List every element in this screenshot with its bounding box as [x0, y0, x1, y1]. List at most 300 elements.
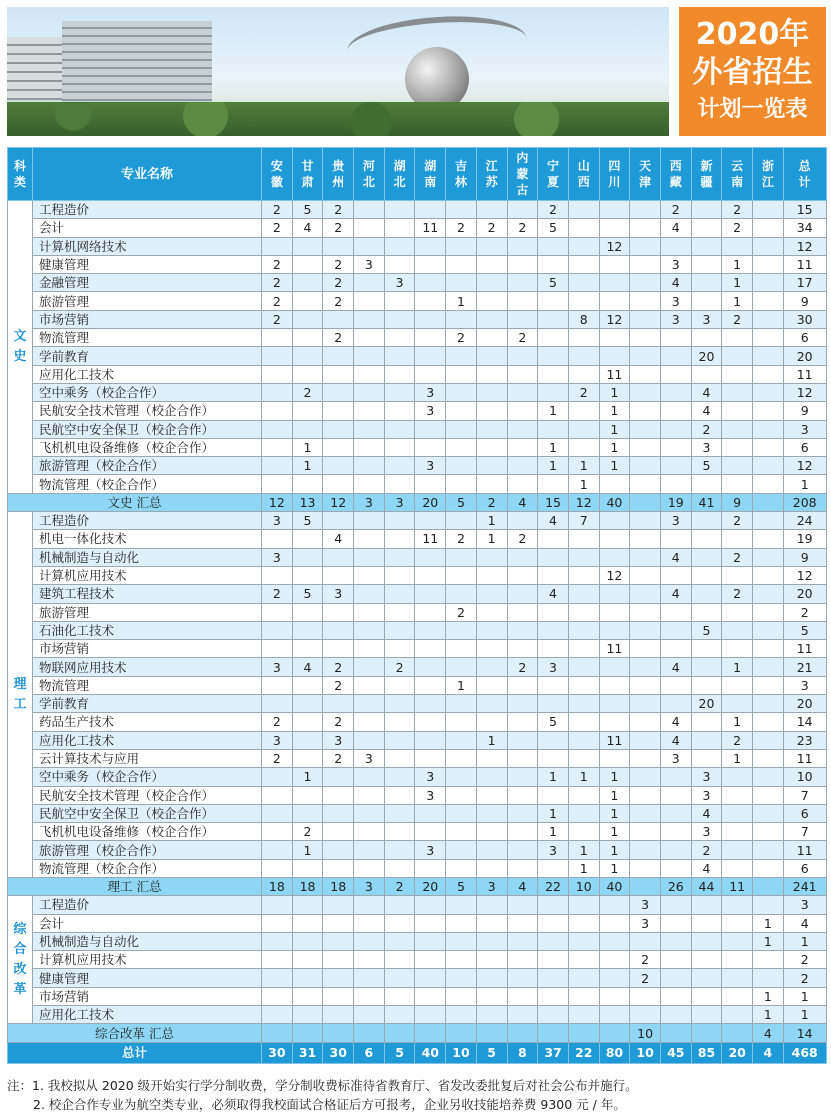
row-total: 21 — [783, 658, 826, 676]
quota-cell — [354, 475, 385, 493]
quota-cell — [384, 695, 415, 713]
quota-cell: 4 — [538, 585, 569, 603]
quota-cell: 4 — [691, 383, 722, 401]
quota-cell — [568, 201, 599, 219]
quota-cell — [415, 713, 446, 731]
quota-cell — [415, 585, 446, 603]
quota-cell — [568, 255, 599, 273]
quota-cell — [262, 621, 293, 639]
quota-cell — [599, 621, 630, 639]
quota-cell: 4 — [660, 713, 691, 731]
quota-cell — [323, 859, 354, 877]
table-row — [8, 695, 827, 713]
row-total: 17 — [783, 274, 826, 292]
quota-cell — [354, 566, 385, 584]
quota-cell: 1 — [476, 512, 507, 530]
quota-cell: 2 — [507, 329, 538, 347]
quota-cell — [262, 804, 293, 822]
quota-cell — [262, 603, 293, 621]
summary-cell: 3 — [354, 877, 385, 895]
grand-total-cell: 5 — [476, 1042, 507, 1063]
quota-cell — [691, 713, 722, 731]
quota-cell — [415, 621, 446, 639]
quota-cell — [323, 823, 354, 841]
quota-cell — [354, 951, 385, 969]
quota-cell: 1 — [753, 932, 784, 950]
category-label-cell — [8, 512, 33, 878]
summary-cell: 41 — [691, 493, 722, 511]
quota-cell — [354, 292, 385, 310]
row-total: 5 — [783, 621, 826, 639]
quota-cell — [507, 347, 538, 365]
quota-cell — [262, 402, 293, 420]
quota-cell: 3 — [660, 292, 691, 310]
quota-cell: 2 — [323, 658, 354, 676]
quota-cell — [384, 310, 415, 328]
quota-cell — [262, 951, 293, 969]
quota-cell — [415, 255, 446, 273]
quota-cell — [292, 1006, 323, 1024]
quota-cell — [262, 457, 293, 475]
quota-cell: 5 — [538, 274, 569, 292]
quota-cell — [568, 804, 599, 822]
quota-cell — [354, 695, 385, 713]
quota-cell: 1 — [292, 457, 323, 475]
quota-cell — [354, 457, 385, 475]
major-name: 会计 — [33, 914, 262, 932]
quota-cell — [415, 201, 446, 219]
quota-cell — [384, 237, 415, 255]
quota-cell — [507, 896, 538, 914]
table-row — [8, 292, 827, 310]
quota-cell — [507, 457, 538, 475]
quota-cell — [691, 640, 722, 658]
row-total: 11 — [783, 365, 826, 383]
quota-cell — [660, 896, 691, 914]
quota-cell: 2 — [262, 749, 293, 767]
quota-cell — [568, 786, 599, 804]
quota-cell — [476, 457, 507, 475]
quota-cell — [415, 640, 446, 658]
summary-cell: 15 — [538, 493, 569, 511]
quota-cell — [538, 603, 569, 621]
quota-cell — [354, 841, 385, 859]
quota-cell — [538, 676, 569, 694]
quota-cell: 7 — [568, 512, 599, 530]
quota-cell — [476, 768, 507, 786]
major-name: 学前教育 — [33, 695, 262, 713]
quota-cell — [630, 548, 661, 566]
quota-cell: 1 — [446, 292, 477, 310]
quota-cell — [630, 695, 661, 713]
quota-cell: 3 — [262, 731, 293, 749]
quota-cell — [722, 804, 753, 822]
quota-cell — [568, 402, 599, 420]
quota-cell — [722, 457, 753, 475]
major-name: 飞机机电设备维修（校企合作） — [33, 823, 262, 841]
quota-cell — [262, 438, 293, 456]
quota-cell — [753, 585, 784, 603]
quota-cell — [446, 512, 477, 530]
quota-cell — [507, 383, 538, 401]
major-name: 空中乘务（校企合作） — [33, 768, 262, 786]
header-province: 湖北 — [393, 159, 406, 189]
quota-cell — [691, 731, 722, 749]
table-row — [8, 1006, 827, 1024]
quota-cell: 1 — [753, 987, 784, 1005]
quota-cell — [476, 859, 507, 877]
header-province: 新疆 — [700, 159, 713, 189]
quota-cell — [691, 548, 722, 566]
quota-cell — [660, 823, 691, 841]
quota-cell — [415, 274, 446, 292]
major-name: 健康管理 — [33, 969, 262, 987]
quota-cell — [630, 219, 661, 237]
quota-cell — [323, 347, 354, 365]
quota-cell — [660, 640, 691, 658]
major-name: 应用化工技术 — [33, 365, 262, 383]
table-row — [8, 749, 827, 767]
quota-cell — [568, 621, 599, 639]
quota-cell — [446, 749, 477, 767]
quota-cell — [415, 347, 446, 365]
major-name: 旅游管理 — [33, 292, 262, 310]
quota-cell: 1 — [538, 457, 569, 475]
quota-cell — [722, 402, 753, 420]
quota-cell — [446, 347, 477, 365]
quota-cell — [538, 951, 569, 969]
quota-cell — [262, 530, 293, 548]
quota-cell — [384, 768, 415, 786]
quota-cell: 1 — [568, 475, 599, 493]
quota-cell — [354, 914, 385, 932]
quota-cell: 3 — [354, 255, 385, 273]
quota-cell — [691, 475, 722, 493]
quota-cell — [722, 475, 753, 493]
quota-cell — [753, 658, 784, 676]
quota-cell: 1 — [599, 457, 630, 475]
quota-cell — [660, 1006, 691, 1024]
table-row — [8, 347, 827, 365]
quota-cell — [538, 255, 569, 273]
quota-cell — [476, 658, 507, 676]
table-row — [8, 420, 827, 438]
quota-cell — [415, 438, 446, 456]
major-name: 机械制造与自动化 — [33, 932, 262, 950]
quota-cell: 3 — [415, 786, 446, 804]
quota-cell: 2 — [507, 219, 538, 237]
quota-cell — [630, 658, 661, 676]
quota-cell — [538, 237, 569, 255]
major-name: 计算机应用技术 — [33, 566, 262, 584]
quota-cell — [630, 201, 661, 219]
quota-cell — [476, 329, 507, 347]
summary-cell: 3 — [354, 493, 385, 511]
quota-cell — [415, 914, 446, 932]
quota-cell — [323, 457, 354, 475]
quota-cell — [415, 804, 446, 822]
quota-cell — [507, 566, 538, 584]
quota-cell — [568, 292, 599, 310]
table-row — [8, 383, 827, 401]
quota-cell — [384, 512, 415, 530]
quota-cell — [691, 237, 722, 255]
row-total: 10 — [783, 768, 826, 786]
summary-cell: 18 — [323, 877, 354, 895]
quota-cell — [630, 676, 661, 694]
quota-cell — [599, 713, 630, 731]
quota-cell — [722, 329, 753, 347]
header-province-cell — [446, 148, 477, 201]
quota-cell — [446, 1006, 477, 1024]
quota-cell — [354, 383, 385, 401]
major-name: 物流管理（校企合作） — [33, 859, 262, 877]
quota-cell — [354, 219, 385, 237]
quota-cell: 11 — [599, 731, 630, 749]
major-name: 金融管理 — [33, 274, 262, 292]
header-row — [8, 148, 827, 201]
quota-cell: 1 — [599, 420, 630, 438]
summary-cell — [630, 493, 661, 511]
quota-cell — [630, 786, 661, 804]
quota-cell — [660, 365, 691, 383]
major-name: 会计 — [33, 219, 262, 237]
quota-cell — [323, 951, 354, 969]
quota-cell — [630, 585, 661, 603]
quota-cell: 3 — [262, 548, 293, 566]
quota-cell — [476, 987, 507, 1005]
quota-cell — [384, 566, 415, 584]
quota-cell — [384, 640, 415, 658]
quota-cell — [262, 329, 293, 347]
quota-cell — [507, 237, 538, 255]
quota-cell — [476, 786, 507, 804]
quota-cell — [568, 585, 599, 603]
quota-cell — [753, 219, 784, 237]
quota-cell — [415, 695, 446, 713]
quota-cell — [262, 768, 293, 786]
quota-cell: 2 — [323, 749, 354, 767]
quota-cell — [323, 1006, 354, 1024]
quota-cell — [538, 969, 569, 987]
table-row — [8, 987, 827, 1005]
quota-cell — [691, 932, 722, 950]
quota-cell: 4 — [538, 512, 569, 530]
table-row — [8, 310, 827, 328]
quota-cell — [599, 219, 630, 237]
quota-cell — [660, 530, 691, 548]
header-province-cell — [691, 148, 722, 201]
quota-cell — [753, 329, 784, 347]
summary-label: 文史 汇总 — [8, 493, 262, 511]
grand-total-label: 总计 — [8, 1042, 262, 1063]
quota-cell: 2 — [262, 292, 293, 310]
quota-cell: 2 — [691, 420, 722, 438]
quota-cell: 3 — [323, 585, 354, 603]
table-row — [8, 255, 827, 273]
quota-cell — [630, 438, 661, 456]
quota-cell: 1 — [446, 676, 477, 694]
summary-cell — [599, 1024, 630, 1042]
quota-cell: 1 — [568, 457, 599, 475]
summary-cell: 26 — [660, 877, 691, 895]
summary-cell: 4 — [753, 1024, 784, 1042]
quota-cell — [476, 383, 507, 401]
quota-cell — [384, 731, 415, 749]
quota-cell — [292, 530, 323, 548]
row-total: 14 — [783, 713, 826, 731]
row-total: 3 — [783, 420, 826, 438]
quota-cell — [262, 896, 293, 914]
major-name: 物流管理（校企合作） — [33, 475, 262, 493]
quota-cell — [292, 365, 323, 383]
header-province: 浙江 — [761, 159, 774, 189]
quota-cell: 4 — [660, 658, 691, 676]
quota-cell — [354, 932, 385, 950]
quota-cell — [722, 695, 753, 713]
quota-cell: 11 — [415, 219, 446, 237]
title-main: 外省招生 — [692, 55, 813, 90]
major-name: 民航空中安全保卫（校企合作） — [33, 420, 262, 438]
quota-cell — [262, 566, 293, 584]
header-province-cell — [753, 148, 784, 201]
major-name: 民航安全技术管理（校企合作） — [33, 402, 262, 420]
quota-cell: 4 — [660, 585, 691, 603]
row-total: 7 — [783, 786, 826, 804]
quota-cell — [568, 640, 599, 658]
quota-cell — [660, 237, 691, 255]
quota-cell — [384, 530, 415, 548]
quota-cell — [292, 237, 323, 255]
quota-cell: 3 — [415, 383, 446, 401]
quota-cell — [384, 292, 415, 310]
summary-cell: 4 — [507, 877, 538, 895]
quota-cell — [446, 383, 477, 401]
quota-cell: 1 — [599, 786, 630, 804]
quota-cell — [384, 347, 415, 365]
quota-cell — [262, 914, 293, 932]
quota-cell — [292, 621, 323, 639]
quota-cell: 2 — [323, 201, 354, 219]
quota-cell — [538, 749, 569, 767]
quota-cell: 2 — [722, 512, 753, 530]
quota-cell — [507, 640, 538, 658]
quota-cell — [292, 713, 323, 731]
quota-cell — [722, 987, 753, 1005]
quota-cell — [476, 823, 507, 841]
quota-cell — [753, 383, 784, 401]
quota-cell — [476, 292, 507, 310]
quota-cell — [415, 1006, 446, 1024]
quota-cell — [722, 676, 753, 694]
quota-cell — [599, 255, 630, 273]
quota-cell: 3 — [691, 768, 722, 786]
summary-cell: 40 — [599, 877, 630, 895]
quota-cell — [476, 914, 507, 932]
quota-cell — [415, 329, 446, 347]
quota-cell — [292, 475, 323, 493]
quota-cell — [354, 347, 385, 365]
quota-cell — [660, 420, 691, 438]
quota-cell — [415, 237, 446, 255]
header-province: 甘肃 — [301, 159, 314, 189]
summary-cell: 13 — [292, 493, 323, 511]
header-province: 贵州 — [332, 159, 345, 189]
footnote-2: 2. 校企合作专业为航空类专业，必须取得我校面试合格证后方可报考，企业另收技能培养费 9300 元 / 年。 — [33, 1097, 626, 1112]
quota-cell: 11 — [599, 640, 630, 658]
quota-cell — [538, 987, 569, 1005]
quota-cell — [476, 951, 507, 969]
quota-cell — [630, 402, 661, 420]
quota-cell — [660, 987, 691, 1005]
grand-total-cell: 20 — [722, 1042, 753, 1063]
quota-cell — [262, 475, 293, 493]
category-label: 文史 — [13, 328, 27, 364]
quota-cell — [507, 749, 538, 767]
quota-cell — [599, 530, 630, 548]
quota-cell — [476, 201, 507, 219]
quota-cell — [292, 914, 323, 932]
summary-cell: 5 — [446, 877, 477, 895]
quota-cell — [446, 365, 477, 383]
quota-cell — [630, 859, 661, 877]
quota-cell — [384, 329, 415, 347]
quota-cell — [292, 347, 323, 365]
header-province-cell — [599, 148, 630, 201]
quota-cell: 2 — [323, 255, 354, 273]
quota-cell: 2 — [262, 713, 293, 731]
quota-cell — [354, 804, 385, 822]
quota-cell — [292, 932, 323, 950]
quota-cell — [446, 914, 477, 932]
row-total: 11 — [783, 255, 826, 273]
quota-cell — [354, 676, 385, 694]
major-name: 应用化工技术 — [33, 1006, 262, 1024]
quota-cell — [384, 823, 415, 841]
quota-cell — [415, 859, 446, 877]
quota-cell — [507, 804, 538, 822]
quota-cell: 3 — [660, 255, 691, 273]
quota-cell — [660, 566, 691, 584]
quota-cell: 1 — [722, 255, 753, 273]
quota-cell: 3 — [354, 749, 385, 767]
trees-image — [7, 102, 669, 136]
quota-cell — [568, 438, 599, 456]
table-row — [8, 365, 827, 383]
quota-cell: 2 — [262, 310, 293, 328]
quota-cell — [630, 621, 661, 639]
quota-cell — [446, 713, 477, 731]
category-label-cell — [8, 896, 33, 1024]
row-total: 12 — [783, 383, 826, 401]
quota-cell — [630, 512, 661, 530]
table-row — [8, 932, 827, 950]
quota-cell — [476, 603, 507, 621]
quota-cell — [262, 695, 293, 713]
quota-cell — [354, 640, 385, 658]
quota-cell — [753, 969, 784, 987]
table-row — [8, 457, 827, 475]
quota-cell — [753, 640, 784, 658]
quota-cell — [476, 749, 507, 767]
major-name: 市场营销 — [33, 987, 262, 1005]
quota-cell: 3 — [538, 841, 569, 859]
header-province-cell — [722, 148, 753, 201]
header-province-cell — [415, 148, 446, 201]
quota-cell — [262, 1006, 293, 1024]
quota-cell — [354, 402, 385, 420]
quota-cell — [323, 621, 354, 639]
